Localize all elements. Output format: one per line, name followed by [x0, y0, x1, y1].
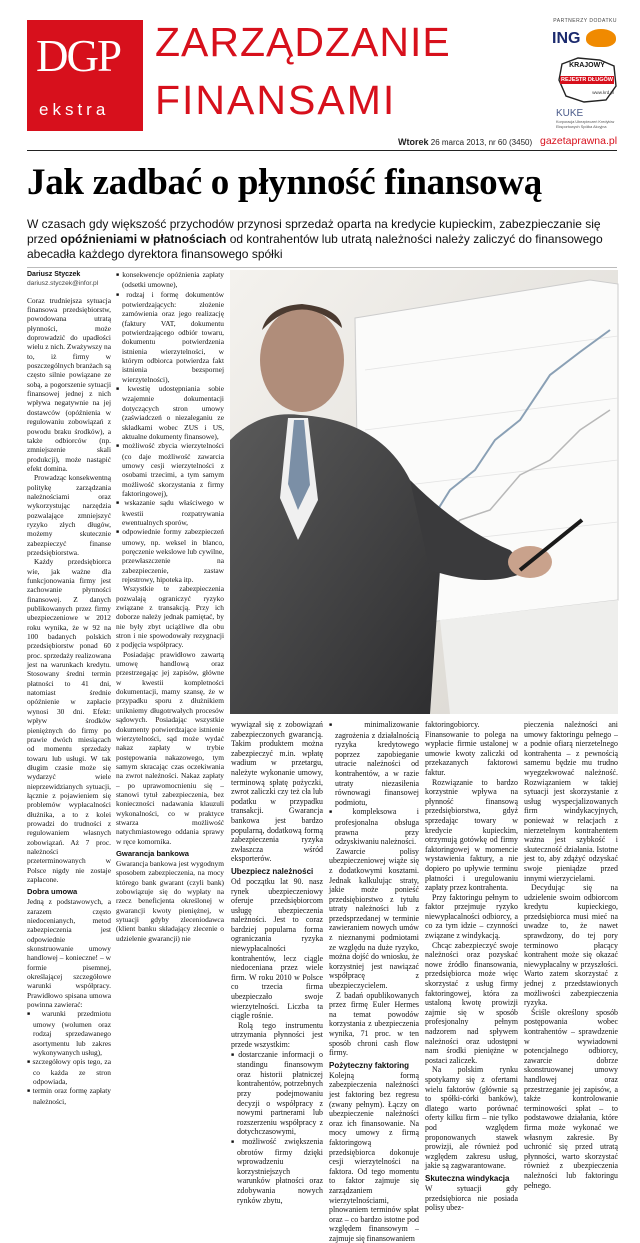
lead-divider — [27, 267, 617, 268]
text-column-4 — [329, 720, 419, 1243]
paragraph: Na polskim rynku spotykamy się z ofertami wielu faktorów (głównie są to spółki-córki banków), dlatego warto porównać oferty kilku firm – nie tylko pod względem proponowanych stawek prowizji, ale również pod względem zakresu usług, jakie są zagwarantowane. — [425, 1065, 518, 1171]
logo-ekstra-text: ekstra — [39, 100, 110, 119]
partner-ing-logo: ING — [552, 30, 581, 47]
list-item: ■ szczegółowy opis tego, za co każda ze stron odpowiada, — [27, 1057, 111, 1086]
list-item: ■ kompleksowa i profesjonalna obsługa prawna przy odzyskiwaniu należności. — [329, 807, 419, 846]
paragraph: Posiadając prawidłowo zawartą umowę handlową oraz przestrzegając jej zapisów, główne w kwestii kompletności dokumentacji, mamy szansę, że w przypadku sporu z dłużnikiem unikniemy długotrwałych procesów sądowych. Posiadając wszystkie dokumenty potwierdzające istnienie wierzytelności, sąd może wydać nakaz zapłaty w trybie postępowania nakazowego, tym samym skracając czas oczekiwania na zwrot należności. Nakaz zapłaty – po uprawomocnieniu się – stanowi tytuł zabezpieczenia, bez konieczności nadawania klauzuli wykonalności, co w praktyce stwarza możliwość natychmiastowego oddania sprawy w ręce komornika. — [116, 649, 224, 846]
paragraph: Coraz trudniejsza sytuacja finansowa przedsiębiorstw, powodowana utratą płynności, może doprowadzić do upadłości wielu z nich. Zważywszy na to, iż firmy w poszczególnych branżach są często silnie powiązane ze sobą, a pogorszenie sytuacji finansowej jednej z nich wpływa negatywnie na jej dostawców (opóźnienia w regulowaniu zobowiązań z powodu braku środków), a także odbiorców (np. zmniejszenie skali produkcji), może nastąpić efekt domina. — [27, 295, 111, 473]
section-title-line2: FINANSAMI — [155, 77, 397, 123]
paragraph: Prowadząc konsekwentną politykę zarządzania należnościami oraz wykorzystując narzędzia pozwalające zmniejszyć ryzyko złych długów, możemy skutecznie zabezpieczyć finanse przedsiębiorstwa. — [27, 473, 111, 557]
subheading: Dobra umowa — [27, 887, 78, 897]
paragraph: Ściśle określony sposób postępowania wobec kontrahentów – sprawdzenie w wywiadowni potencjalnego odbiorcy, zawarcie dobrze skonstruowanej umowy handlowej oraz przestrzeganie jej zapisów, a także kontrolowanie terminowości spłat – to podstawowe działania, które firma może wykonać we własnym zakresie. By uchronić się przed utratą płynności, warto skorzystać również z ubezpieczenia należności lub faktoringu pełnego. — [524, 1007, 618, 1190]
text-column-2 — [116, 270, 224, 943]
subheading: Ubezpiecz należności — [231, 866, 314, 876]
list-item: ■ warunki przedmiotu umowy (wolumen oraz rodzaj sprzedawanego asortymentu lub zakres wykonywanych usług), — [27, 1009, 111, 1057]
bullet-list — [27, 1009, 111, 1105]
text-column-6 — [524, 720, 618, 1190]
list-item: ■ dostarczanie informacji o standingu finansowym oraz historii płatniczej kontrahentów, potrzebnych przy podejmowaniu decyzji o współpracy z nowymi partnerami lub rozszerzeniu współpracy z dotychczasowymi, — [231, 1050, 323, 1137]
list-item: ■ konsekwencje opóźnienia zapłaty (odsetki umowne), — [116, 270, 224, 290]
issue-date-rest: 26 marca 2013, nr 60 (3450) — [430, 138, 533, 147]
text-column-3 — [231, 720, 323, 1205]
partners-label: PARTNERZY DODATKU — [553, 18, 617, 24]
partner-kuke-logo: KUKE — [556, 108, 584, 119]
logo-dgp-text: DGP — [36, 31, 121, 81]
paragraph: pieczenia należności ani umowy faktoringu pełnego – a podnie ofiarą nierzetelnego kontrahenta – z pewnością samemu będzie mu trudno wyegzekwować należność. Rozwiązaniem w takiej sytuacji jest skorzystanie z usług wyspecjalizowanych firm windykacyjnych, ponieważ w relacjach z nierzetelnym kontrahentem ważna jest szybkość i skuteczność działania. Istotne jest to, aby zdążyć odzyskać swoje pieniądze przed innymi wierzycielami. — [524, 720, 618, 883]
paragraph: Jedną z podstawowych, a zarazem często niedocenianych, metod zabezpieczenia jest odpowiednie skonstruowanie umowy handlowej – konieczne! – w formie pisemnej, określającej szczegółowe warunki współpracy. Prawidłowo spisana umowa powinna zawierać: — [27, 897, 111, 1010]
issue-date — [398, 137, 532, 147]
author-name: Dariusz Styczek — [27, 271, 81, 278]
partner-krd-name: KRAJOWY — [569, 62, 605, 69]
paragraph: faktoringobiorcy. Finansowanie to polega na wypłacie firmie ustalonej w umowie kwoty zaliczki od przekazanych faktorowi faktur. — [425, 720, 518, 777]
paragraph: wywiązał się z zobowiązań zabezpieczonych gwarancją. Takim produktem można zabezpieczyć m.in. wpłatę wadium w przetargu, należyte wykonanie umowy, terminową spłatę pożyczki, zwrot zaliczki czy też cła lub podatku w przypadku transakcji. Gwarancja bankowa jest bardzo popularną, dodatkową formą zabezpieczenia ryzyka zwłaszcza wśród eksporterów. — [231, 720, 323, 864]
subheading: Skuteczna windykacja — [425, 1173, 510, 1183]
list-item: ■ możliwość zwiększenia obrotów firmy dzięki wprowadzeniu korzystniejszych warunków płatności oraz zdobywania nowych rynków zbytu, — [231, 1137, 323, 1205]
list-item: ■ kwestię udostępniania sobie wzajemnie dokumentacji dotyczących stron umowy (zaświadczeń o niezaleganiu ze składkami wobec ZUS i US, aktualne dokumenty finansowe), — [116, 384, 224, 441]
list-item: ■ minimalizowanie zagrożenia z działalnością ryzyka kredytowego poprzez zapobieganie utracie należności od kontrahentów, a w razie utraty niezasiłenia równowagi finansowej podmiotu, — [329, 720, 419, 807]
partner-kuke-sub: Korporacja Ubezpieczeń Kredytów Eksportowych Spółka Akcyjna — [556, 120, 615, 129]
paragraph: Kolejną formą zabezpieczenia należności jest faktoring bez regresu (zwany pełnym). Łączy on ubezpieczenie należności oraz ich finansowanie. Na mocy umowy z firmą faktoringową przedsiębiorca dokonuje cesji wierzytelności na faktora. Od tego momentu to faktor zajmuje się zarządzaniem wierzytelnościami, plnowaniem terminów spłat oraz – co bardzo istotne pod względem finansowym – zajmuje się finansowaniem — [329, 1070, 419, 1243]
paragraph: Rozwiązanie to bardzo korzystnie wpływa na płynność finansową przedsiębiorstwa, gdyż sprzedając towary w kredycie kupieckim, otrzymują gotówkę od firmy faktoringowej w momencie wystawienia faktury, a nie dopiero po upływie terminu płatności i uregulowaniu zapłaty przez kontrahenta. — [425, 777, 518, 893]
paragraph: Wszystkie te zabezpieczenia pozwalają ograniczyć ryzyko związane z transakcją. Przy ich doborze należy jednak pamiętać, by nie były zbyt uciążliwe dla obu stron i nie spowodowały rezygnacji z podjęcia współpracy. — [116, 584, 224, 650]
list-item: ■ termin oraz formę zapłaty należności, — [27, 1086, 111, 1106]
section-title-line1: ZARZĄDZANIE — [155, 19, 451, 65]
paragraph: Rolą tego instrumentu utrzymania płynności jest przede wszystkim: — [231, 1020, 323, 1049]
paragraph: W sytuacji gdy przedsiębiorca nie posiada polisy ubez- — [425, 1183, 518, 1213]
lead-bold: opóźnieniami w płatnościach — [60, 232, 227, 246]
list-item: ■ rodzaj i formę dokumentów potwierdzających: złożenie zamówienia oraz jego realizację (faktury VAT, dokumentu potwierdzającego odbiór towaru, dokumentu potwierdzenia istnienia wierzytelności, w którym odbiorca potwierdza fakt istnienia bezspornej wierzytelności), — [116, 290, 224, 384]
text-column-1 — [27, 270, 111, 1106]
site-url[interactable]: gazetaprawna.pl — [540, 135, 618, 147]
bullet-list — [116, 270, 224, 584]
list-item: ■ możliwość zbycia wierzytelności (co daje możliwość zawarcia umowy cesji wierzytelności z osobami trzecimi, a tym samym możliwość skorzystania z firmy faktoringowej), — [116, 441, 224, 498]
text-column-5 — [425, 720, 518, 1213]
partner-krd-url: www.krd.pl — [592, 90, 614, 95]
paragraph: Chcąc zabezpieczyć swoje należności oraz pozyskać nowe źródło finansowania, przedsiębiorca może więc skorzystać z usług firmy faktoringowej, która za ustaloną kwotę prowizji zajmie się w sposób profesjonalny pełnym nadzorem nad spływem należności oraz udostępni nam środki pieniężne w postaci zaliczek. — [425, 940, 518, 1065]
partner-krd-sub: REJESTR DŁUGÓW — [561, 77, 613, 83]
masthead-divider — [27, 150, 617, 151]
lead-part2: od kontrahentów lub utratą należności należy zaliczyć do finansowego abecadła każdego dyrektora finansowego spółki — [27, 232, 603, 261]
article-headline: Jak zadbać o płynność finansową — [27, 162, 542, 203]
paragraph: Każdy przedsiębiorca wie, jak ważne dla funkcjonowania firmy jest zachowanie płynności finansowej. Z danych publikowanych przez firmy ubezpieczeniowe w 2012 roku wynika, że w 92 na 100 badanych polskich przedsiębiorstw ponad 60 proc. sprzedaży realizowana jest na warunkach kredytu. Stosowany średni termin płatności to 41 dni, natomiast średnie opóźnienie w zapłacie wynosi 30 dni. Efekt: wpływ środków pieniężnych do firmy po prawie dwóch miesiącach od momentu sprzedaży towaru lub usługi. W tak długim czasie może się wydarzyć wiele nieprzewidzianych sytuacji, łącznie z pojawieniem się problemów wypłacalności dłużnika, a to z kolei prowadzi do trudności z regulowaniem własnych zobowiązań. Aż 7 proc. należności przeterminowanych w Polsce nigdy nie zostaje zapłacone. — [27, 557, 111, 884]
issue-day: Wtorek — [398, 137, 429, 147]
lead-part1: W czasach gdy większość przychodów przynosi sprzedaż oparta na kredycie kupieckim, zabezpieczanie się przed — [27, 217, 601, 246]
author-email[interactable]: dariusz.styczek@infor.pl — [27, 280, 99, 288]
dgp-logo — [27, 20, 143, 131]
bullet-list — [329, 720, 419, 847]
bullet-list — [231, 1050, 323, 1206]
paragraph: Decydując się na udzielenie swoim odbiorcom kredytu kupieckiego, przedsiębiorca musi mieć na uwadze to, że nawet sprawdzony, do tej pory terminowo płacący kontrahent może się okazać niewypłacalny w przyszłości. Warto zatem skorzystać z jednej z przedstawionych możliwości zabezpieczenia ryzyka. — [524, 883, 618, 1008]
subheading: Pożyteczny faktoring — [329, 1060, 410, 1070]
list-item: ■ odpowiednie formy zabezpieczeń umowy, np. weksel in blanco, poręczenie wekslowe lub cywilne, przewłaszczenie na zabezpieczenie, zastaw rejestrowy, hipoteka itp. — [116, 527, 224, 584]
ing-lion-icon — [586, 29, 616, 47]
article-lead — [27, 217, 619, 262]
businessman-chart-photo — [230, 270, 618, 714]
paragraph: Z badań opublikowanych przez firmę Euler Hermes na temat powodów korzystania z ubezpieczenia wynika, 71 proc. w ten sposób chroni cash flow firmy. — [329, 990, 419, 1058]
subheading: Gwarancja bankowa — [116, 848, 190, 858]
paragraph: Gwarancja bankowa jest wygodnym sposobem zabezpieczenia, na mocy którego bank gwarant (czyli bank) zobowiązuje się do wypłaty na rzecz beneficjenta określonej w gwarancji kwoty pieniężnej, w sytuacji gdyby zleceniodawca (klient banku składający zlecenie o udzielenie gwarancji) nie — [116, 858, 224, 943]
paragraph: Zawarcie polisy ubezpieczeniowej wiąże się z dodatkowymi kosztami. Jednak kalkulując straty, jakie może ponieść przedsiębiorstwo z tytułu utraty należności lub z przedsprzedanej w terminie zawieraniem nowych umów z nieznanymi podmiotami ze względu na duże ryzyko, można dojść do wniosku, że korzystniej jest nawiązać współpracę z ubezpieczycielem. — [329, 846, 419, 991]
list-item: ■ wskazanie sądu właściwego w kwestii rozpatrywania ewentualnych sporów, — [116, 498, 224, 527]
paragraph: Przy faktoringu pełnym to faktor przejmuje ryzyko niewypłacalności odbiorcy, a co za tym idzie – czynności związane z windykacją. — [425, 892, 518, 941]
paragraph: Od początku lat 90. nasz rynek ubezpieczeniowy oferuje przedsiębiorcom usługę ubezpieczenia należności. Jest to coraz bardziej popularna forma ograniczania ryzyka niewypłacalności kontrahentów, lecz ciągle niedoceniana przez wiele firm. W roku 2010 w Polsce co trzecia firma ubezpieczało swoje wierzytelności. Liczba ta ciągle rośnie. — [231, 876, 323, 1021]
